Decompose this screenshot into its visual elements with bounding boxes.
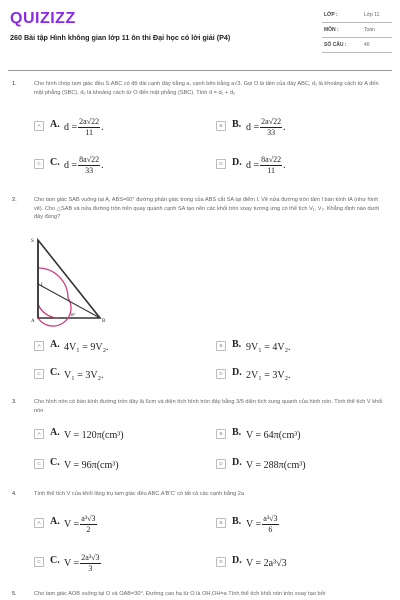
numerator: 2a√22	[261, 116, 282, 126]
math-suffix: .	[283, 159, 286, 171]
label-s: S	[31, 239, 34, 244]
option-label: A.	[50, 339, 60, 350]
page-title: 260 Bài tập Hình không gian lớp 11 ôn thi Đại học có lời giải (P4)	[10, 33, 231, 42]
math-prefix: d =	[246, 159, 260, 171]
denominator: 2	[86, 524, 91, 534]
option-c[interactable]	[34, 546, 204, 580]
option-math: 2V₁ = 3V₂.	[246, 369, 291, 381]
denominator: 3	[88, 563, 93, 573]
quizizz-logo: QUIZIZZ	[10, 10, 76, 27]
semicircle-arc	[38, 304, 58, 318]
option-label: B.	[232, 516, 242, 527]
option-label: B.	[232, 339, 242, 350]
triangle-figure	[28, 232, 120, 328]
fraction	[78, 117, 100, 138]
question-number: 4.	[12, 491, 17, 497]
fraction	[262, 514, 278, 535]
option-d[interactable]	[216, 448, 386, 482]
math-suffix: .	[283, 121, 286, 133]
math-prefix: V =	[64, 557, 80, 569]
question-number: 1.	[12, 81, 17, 87]
meta-key: MÔN :	[322, 23, 362, 38]
fraction	[260, 155, 282, 176]
numerator: 2a³√3	[81, 552, 100, 562]
meta-value: Lớp 11	[362, 8, 392, 23]
bisector-line	[38, 284, 100, 318]
math-suffix: .	[101, 121, 104, 133]
math-prefix: V =	[246, 518, 262, 530]
numerator: 8a√22	[79, 154, 100, 164]
option-a[interactable]	[34, 418, 204, 452]
option-math: 4V₁ = 9V₂.	[64, 341, 109, 353]
option-b[interactable]	[216, 110, 386, 144]
meta-key: LỚP :	[322, 8, 362, 23]
option-d[interactable]	[216, 148, 386, 182]
denominator: 33	[85, 165, 94, 175]
fraction	[260, 117, 282, 138]
option-box[interactable]: B	[216, 121, 226, 131]
denominator: 11	[267, 165, 275, 175]
numerator: 8a√22	[261, 154, 282, 164]
option-box[interactable]: D	[216, 159, 226, 169]
option-math: V = 64π(cm³)	[246, 429, 301, 441]
option-math: 9V₁ = 4V₂.	[246, 341, 291, 353]
option-math	[246, 110, 286, 144]
option-d[interactable]	[216, 358, 386, 392]
denominator: 33	[267, 127, 276, 137]
option-box[interactable]: A	[34, 121, 44, 131]
option-math	[64, 507, 98, 541]
option-math	[64, 546, 102, 580]
option-label: A.	[50, 119, 60, 130]
option-math: V = 120π(cm³)	[64, 429, 124, 441]
option-math	[246, 148, 286, 182]
option-label: D.	[232, 457, 242, 468]
option-label: B.	[232, 427, 242, 438]
option-math: V = 2a³√3	[246, 557, 287, 569]
option-box[interactable]: A	[34, 429, 44, 439]
option-b[interactable]	[216, 418, 386, 452]
option-math	[64, 110, 104, 144]
option-math: V₁ = 3V₂.	[64, 369, 104, 381]
option-a[interactable]	[34, 110, 204, 144]
math-prefix: d =	[246, 121, 260, 133]
option-box[interactable]: D	[216, 459, 226, 469]
label-angle: 30°	[70, 312, 76, 317]
option-c[interactable]	[34, 358, 204, 392]
option-label: C.	[50, 367, 60, 378]
question-text: Cho tam giác SAB vuông tại A, ABS=60° đường phân giác trong của ABS cắt SA tại điểm I. Vẽ nửa đường tròn tâm I bán kính IA (như hình vẽ). Cho △SAB và nửa đường tròn trên quay quanh cạnh SA tạo nên các khối tròn xoay tương ứng có thể tích V₁, V₂. Khẳng định nào dưới đây đúng?	[34, 197, 380, 220]
math-prefix: V =	[64, 518, 80, 530]
question-text: Cho tam giác AOB vuông tại O và OAB=30°. Đường cao hạ từ O là OH,OH=a Tính thể tích khối nón tròn xoay tạo bởi	[34, 591, 326, 597]
fraction	[80, 553, 100, 574]
question-text: Cho hình chóp tam giác đều S.ABC có độ dài cạnh đáy bằng a, cạnh bên bằng a√3. Gọi O là tâm của đáy ABC, d₁ là khoảng cách từ A đến mặt phẳng (SBC), d₂ là khoảng cách từ O đến mặt phẳng (SBC). Tính d = d₁ + d₂	[34, 81, 379, 96]
fraction	[78, 155, 100, 176]
option-label: D.	[232, 157, 242, 168]
option-box[interactable]: B	[216, 429, 226, 439]
option-c[interactable]	[34, 448, 204, 482]
math-prefix: d =	[64, 159, 78, 171]
option-box[interactable]: C	[34, 459, 44, 469]
option-box[interactable]: B	[216, 341, 226, 351]
numerator: 2a√22	[79, 116, 100, 126]
option-label: A.	[50, 516, 60, 527]
option-math: V = 96π(cm³)	[64, 459, 119, 471]
option-label: D.	[232, 555, 242, 566]
option-box[interactable]: A	[34, 341, 44, 351]
meta-value: 40	[362, 38, 392, 53]
header-divider	[8, 70, 392, 71]
meta-value: Toán	[362, 23, 392, 38]
option-box[interactable]: C	[34, 159, 44, 169]
option-math: V = 288π(cm³)	[246, 459, 306, 471]
option-box[interactable]: D	[216, 369, 226, 379]
denominator: 11	[85, 127, 93, 137]
option-math	[64, 148, 104, 182]
option-label: C.	[50, 157, 60, 168]
question-text: Tính thể tích V của khối lăng trụ tam giác đều ABC.A'B'C' có tất cả các cạnh bằng 2a	[34, 491, 244, 497]
option-box[interactable]: D	[216, 557, 226, 567]
denominator: 6	[268, 524, 273, 534]
triangle-sab	[38, 240, 100, 318]
math-suffix: .	[101, 159, 104, 171]
option-label: B.	[232, 119, 242, 130]
option-b[interactable]	[216, 507, 386, 541]
option-label: A.	[50, 427, 60, 438]
option-box[interactable]: C	[34, 557, 44, 567]
question-number: 3.	[12, 399, 17, 405]
fraction	[80, 514, 96, 535]
option-label: C.	[50, 457, 60, 468]
option-math	[246, 507, 280, 541]
meta-table	[322, 8, 392, 53]
option-d[interactable]	[216, 546, 386, 580]
label-b: B	[102, 319, 106, 324]
option-c[interactable]	[34, 148, 204, 182]
label-a: A	[31, 319, 35, 324]
option-box[interactable]: A	[34, 518, 44, 528]
question-number: 5.	[12, 591, 17, 597]
numerator: a³√3	[81, 513, 96, 523]
math-prefix: d =	[64, 121, 78, 133]
meta-key: SỐ CÂU :	[322, 38, 362, 53]
option-box[interactable]: B	[216, 518, 226, 528]
option-label: C.	[50, 555, 60, 566]
option-a[interactable]	[34, 507, 204, 541]
option-box[interactable]: C	[34, 369, 44, 379]
question-text: Cho hình nón có bán kính đường tròn đáy là 6cm và diện tích hình tròn đáy bằng 3/5 diện tích xung quanh của hình nón. Tính thể tích V khối nón	[34, 399, 383, 414]
label-i: I	[41, 283, 43, 288]
option-label: D.	[232, 367, 242, 378]
numerator: a³√3	[263, 513, 278, 523]
question-number: 2.	[12, 197, 17, 203]
